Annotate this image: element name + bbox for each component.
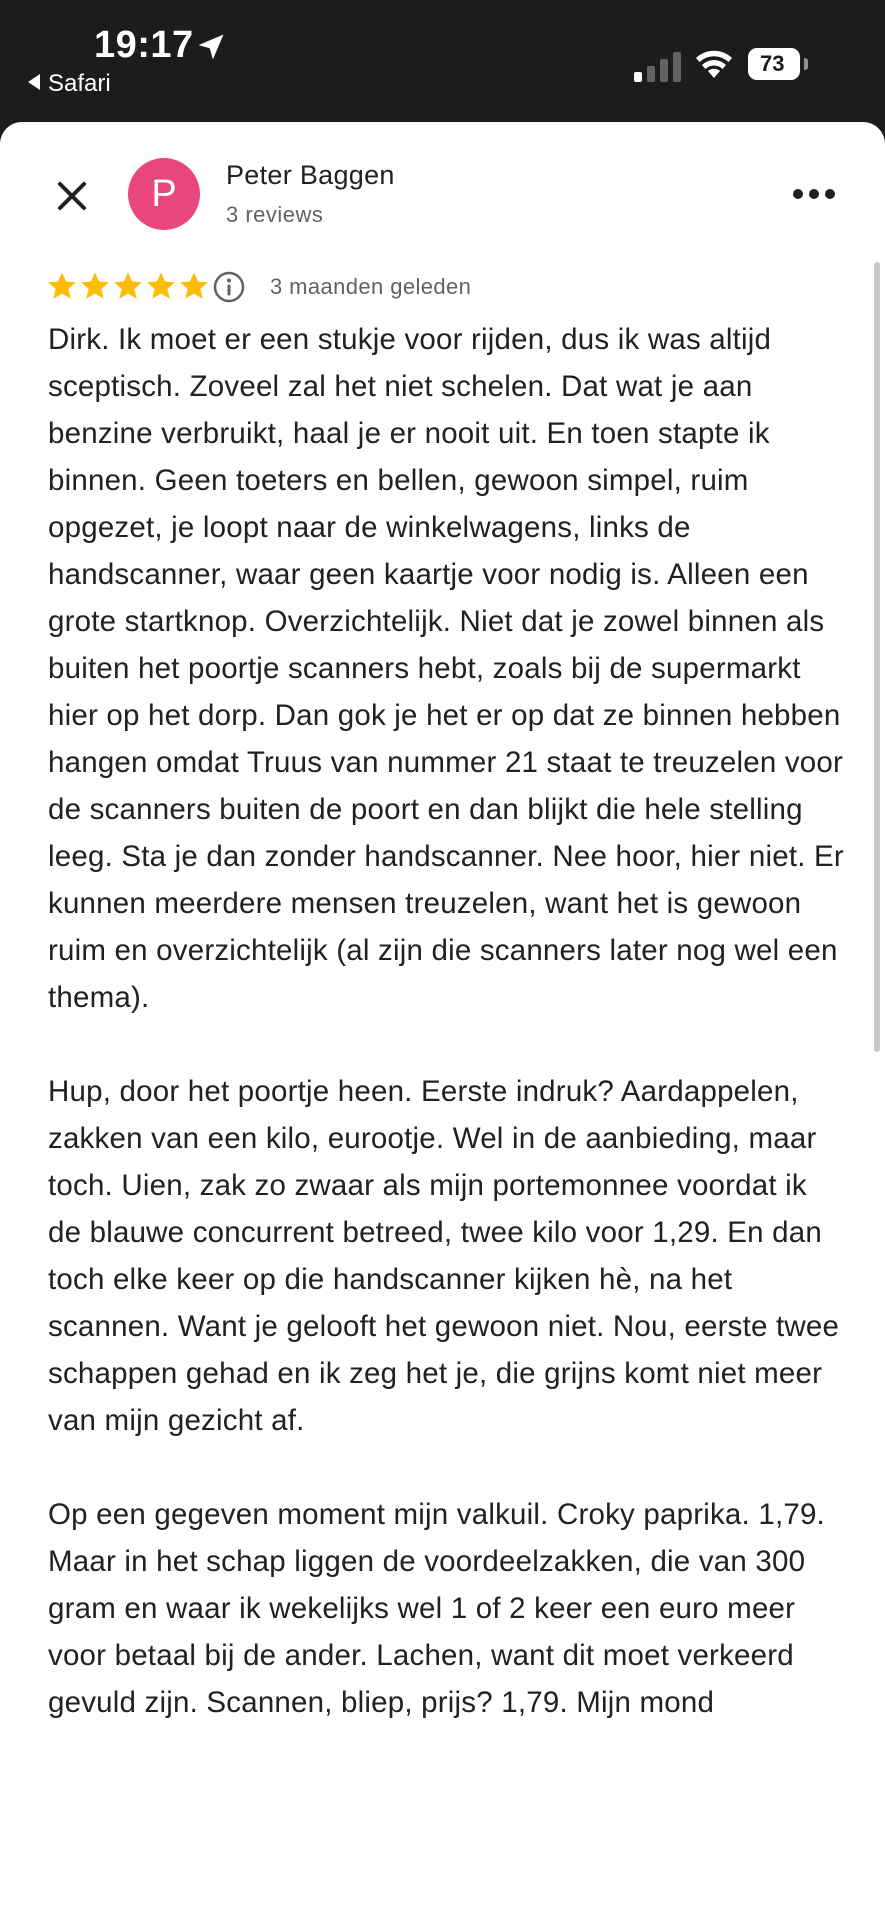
back-to-safari-button[interactable] xyxy=(28,70,111,98)
star-icon xyxy=(79,270,111,302)
review-paragraph: Dirk. Ik moet er een stukje voor rijden, dus ik was altijd sceptisch. Zoveel zal het niet schelen. Dat wat je aan benzine verbruikt, haal je er nooit uit. En toen stapte ik binnen. Geen toeters en bellen, gewoon simpel, ruim opgezet, je loopt naar de winkelwagens, links de handscanner, waar geen kaartje voor nodig is. Alleen een grote startknop. Overzichtelijk. Niet dat je zowel binnen als buiten het poortje scanners hebt, zoals bij de supermarkt hier op het dorp. Dan gok je het er op dat ze binnen hebben hangen omdat Truus van nummer 21 staat te treuzelen voor de scanners buiten de poort en dan blijkt die hele stelling leeg. Sta je dan zonder handscanner. Nee hoor, hier niet. Er kunnen meerdere mensen treuzelen, want het is gewoon ruim en overzichtelijk (al zijn die scanners later nog wel een thema). xyxy=(48,323,844,1014)
rating-row xyxy=(46,268,846,308)
review-paragraph: Hup, door het poortje heen. Eerste indruk? Aardappelen, zakken van een kilo, eurootje. Wel in de aanbieding, maar toch. Uien, zak zo zwaar als mijn portemonnee voordat ik de blauwe concurrent betreed, twee kilo voor 1,29. En dan toch elke keer op die handscanner kijken hè, na het scannen. Want je gelooft het gewoon niet. Nou, eerste twee schappen gehad en ik zeg het je, die grijns komt niet meer van mijn gezicht af. xyxy=(48,1075,840,1437)
battery-cap xyxy=(804,58,808,70)
star-rating xyxy=(46,270,211,304)
review-sheet xyxy=(0,122,885,1920)
status-bar xyxy=(0,0,885,122)
cellular-signal-icon xyxy=(634,52,682,82)
battery-indicator: 73 xyxy=(748,48,800,80)
close-icon[interactable] xyxy=(50,174,94,218)
star-icon xyxy=(178,270,210,302)
star-icon xyxy=(46,270,78,302)
back-triangle-icon xyxy=(28,74,40,90)
scrollbar[interactable] xyxy=(874,262,880,1052)
location-arrow-icon xyxy=(196,32,226,62)
info-icon[interactable] xyxy=(212,270,246,304)
author-name[interactable]: Peter Baggen xyxy=(226,160,395,190)
author-review-count: 3 reviews xyxy=(226,202,324,227)
avatar[interactable]: P xyxy=(128,158,200,230)
wifi-icon xyxy=(694,46,734,80)
more-options-icon[interactable] xyxy=(792,182,836,206)
review-date: 3 maanden geleden xyxy=(270,274,472,299)
review-paragraph: Op een gegeven moment mijn valkuil. Croky paprika. 1,79. Maar in het schap liggen de voordeelzakken, die van 300 gram en waar ik wekelijks wel 1 of 2 keer een euro meer voor betaal bij de ander. Lachen, want dit moet verkeerd gevuld zijn. Scannen, bliep, prijs? 1,79. Mijn mond xyxy=(48,1498,825,1719)
star-icon xyxy=(112,270,144,302)
status-time: 19:17 xyxy=(94,24,194,66)
star-icon xyxy=(145,270,177,302)
back-app-label: Safari xyxy=(48,70,111,97)
review-text xyxy=(48,316,848,1773)
